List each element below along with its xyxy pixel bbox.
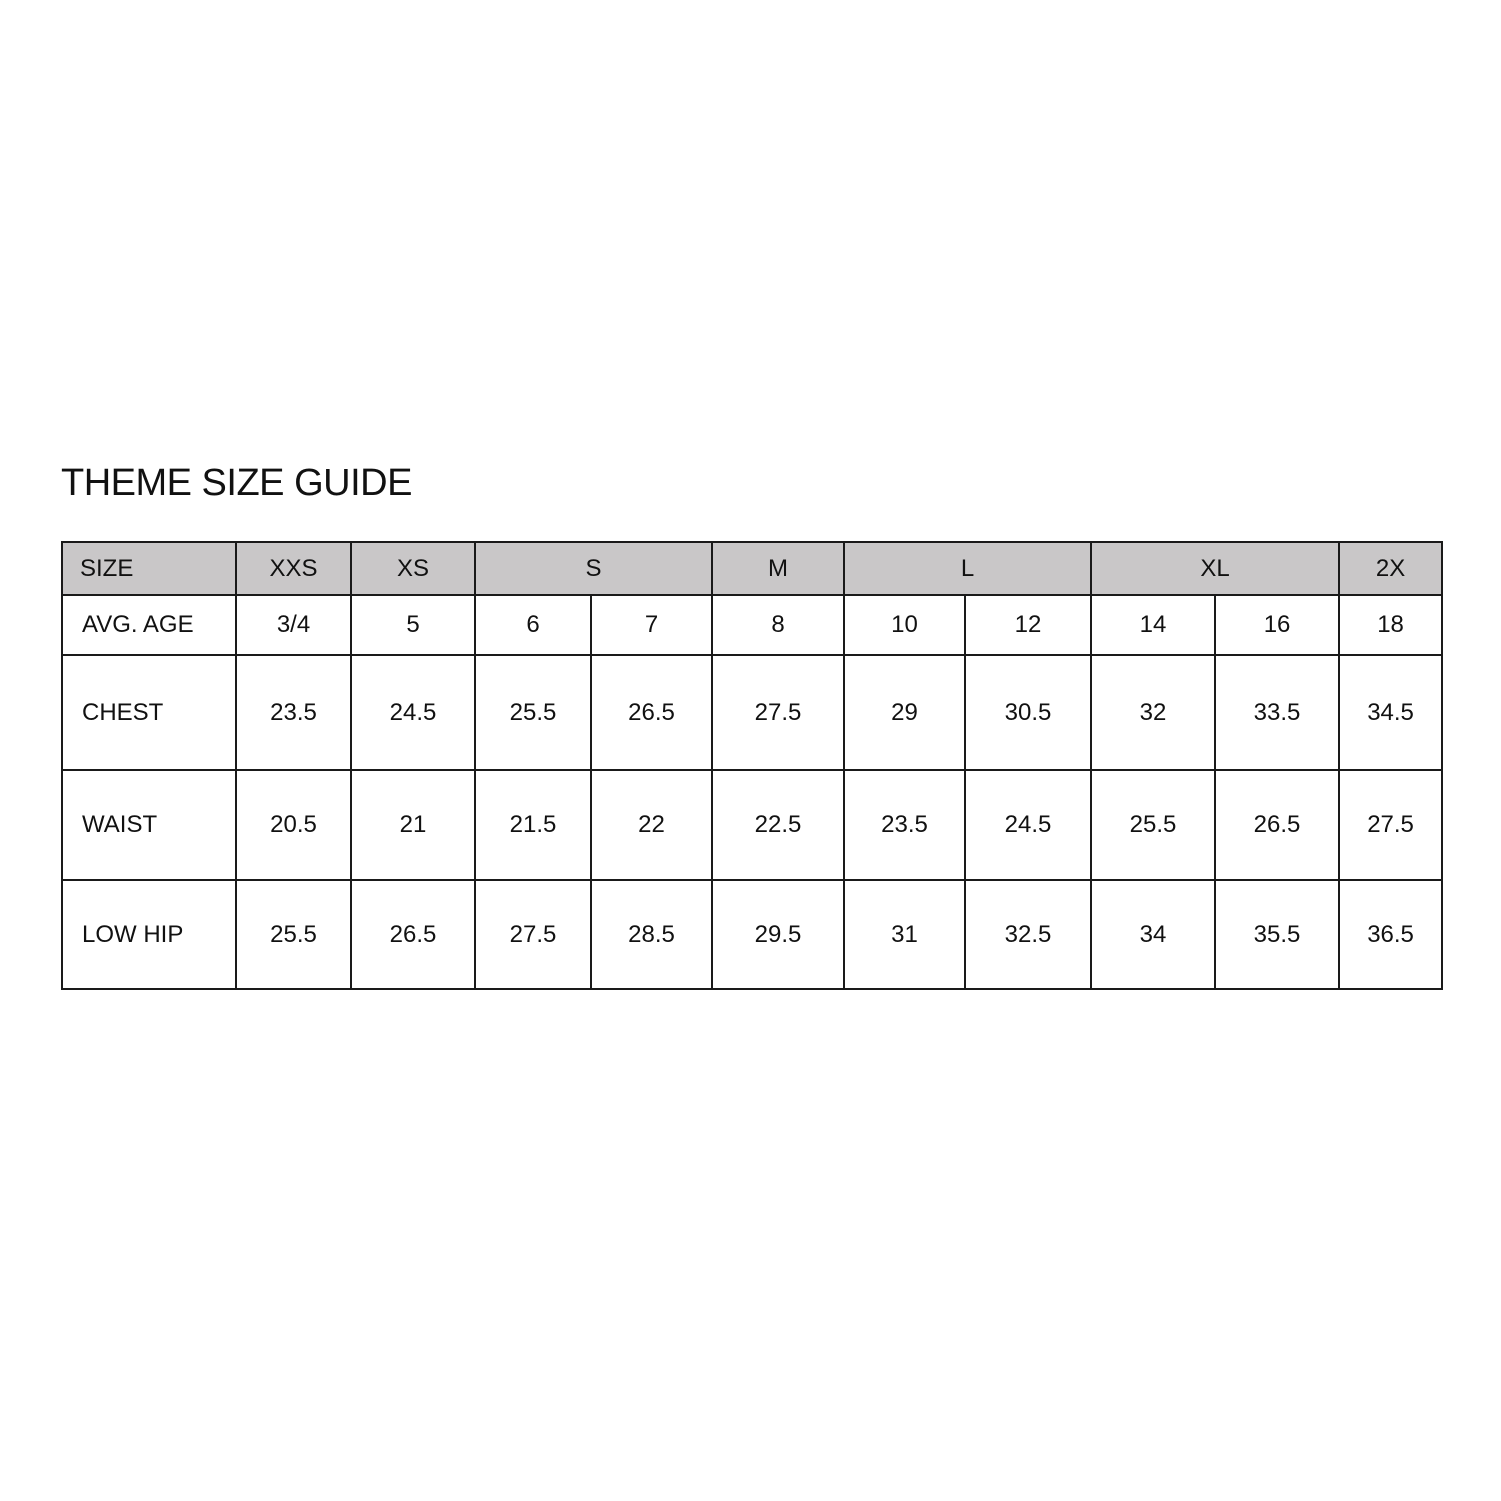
waist-cell: 21.5 — [475, 770, 591, 880]
hip-cell: 31 — [844, 880, 965, 989]
low-hip-row — [62, 880, 1442, 989]
chest-cell: 30.5 — [965, 655, 1091, 770]
size-2x: 2X — [1339, 542, 1442, 595]
waist-cell: 27.5 — [1339, 770, 1442, 880]
chest-cell: 29 — [844, 655, 965, 770]
waist-cell: 22.5 — [712, 770, 844, 880]
age-cell: 8 — [712, 595, 844, 655]
size-row-label: SIZE — [62, 542, 236, 595]
chest-cell: 26.5 — [591, 655, 712, 770]
hip-cell: 35.5 — [1215, 880, 1339, 989]
waist-row — [62, 770, 1442, 880]
waist-cell: 26.5 — [1215, 770, 1339, 880]
age-cell: 18 — [1339, 595, 1442, 655]
hip-cell: 28.5 — [591, 880, 712, 989]
hip-cell: 27.5 — [475, 880, 591, 989]
low-hip-label: LOW HIP — [62, 880, 236, 989]
chest-cell: 23.5 — [236, 655, 351, 770]
size-header-row — [62, 542, 1442, 595]
chest-cell: 34.5 — [1339, 655, 1442, 770]
hip-cell: 26.5 — [351, 880, 475, 989]
age-cell: 14 — [1091, 595, 1215, 655]
age-cell: 5 — [351, 595, 475, 655]
waist-label: WAIST — [62, 770, 236, 880]
page-title: THEME SIZE GUIDE — [61, 462, 412, 504]
size-guide-table — [61, 541, 1443, 990]
waist-cell: 24.5 — [965, 770, 1091, 880]
chest-row — [62, 655, 1442, 770]
hip-cell: 25.5 — [236, 880, 351, 989]
waist-cell: 21 — [351, 770, 475, 880]
age-cell: 10 — [844, 595, 965, 655]
hip-cell: 36.5 — [1339, 880, 1442, 989]
age-cell: 7 — [591, 595, 712, 655]
age-cell: 6 — [475, 595, 591, 655]
hip-cell: 32.5 — [965, 880, 1091, 989]
age-cell: 16 — [1215, 595, 1339, 655]
size-xs: XS — [351, 542, 475, 595]
chest-cell: 27.5 — [712, 655, 844, 770]
waist-cell: 22 — [591, 770, 712, 880]
size-l: L — [844, 542, 1091, 595]
waist-cell: 25.5 — [1091, 770, 1215, 880]
avg-age-row — [62, 595, 1442, 655]
size-s: S — [475, 542, 712, 595]
age-cell: 12 — [965, 595, 1091, 655]
chest-cell: 32 — [1091, 655, 1215, 770]
hip-cell: 34 — [1091, 880, 1215, 989]
chest-label: CHEST — [62, 655, 236, 770]
chest-cell: 24.5 — [351, 655, 475, 770]
size-xl: XL — [1091, 542, 1339, 595]
size-m: M — [712, 542, 844, 595]
avg-age-label: AVG. AGE — [62, 595, 236, 655]
chest-cell: 33.5 — [1215, 655, 1339, 770]
waist-cell: 20.5 — [236, 770, 351, 880]
chest-cell: 25.5 — [475, 655, 591, 770]
size-xxs: XXS — [236, 542, 351, 595]
hip-cell: 29.5 — [712, 880, 844, 989]
waist-cell: 23.5 — [844, 770, 965, 880]
age-cell: 3/4 — [236, 595, 351, 655]
